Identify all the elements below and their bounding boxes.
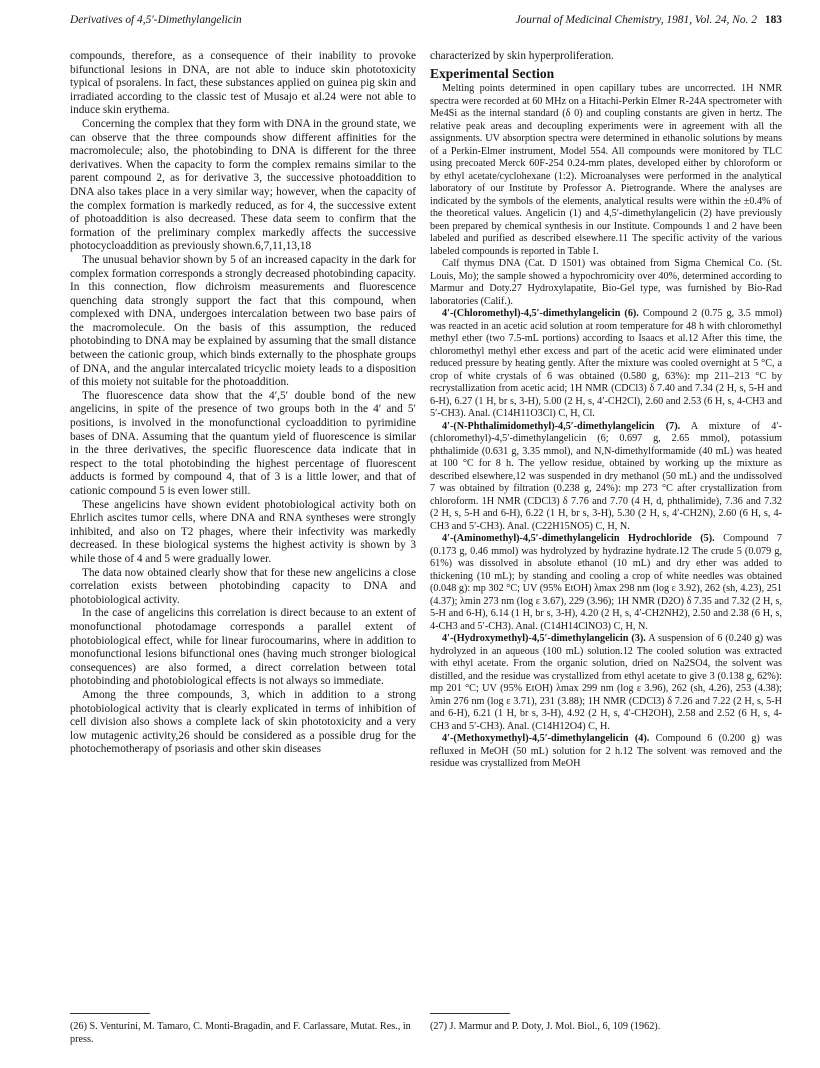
paragraph: compounds, therefore, as a consequence of their inability to provoke bifunctional lesions in DNA, are not able to induce skin phototoxicity typical of psoralens. In fact, these substances applied on guinea pig skin and irradiated according to the classic test of Musajo et al.24 were not able to induce skin erythema.	[70, 50, 416, 117]
compound-title: 4′-(Chloromethyl)-4,5′-dimethylangelicin (6).	[442, 308, 639, 320]
paragraph: Concerning the complex that they form with DNA in the ground state, we can observe that the three compounds show different affinities for the macromolecule; also, the photobinding to DNA is different for the three derivatives. When the capacity to form the complex remains similar to the parent compound 2, as for derivative 3, the successive photoaddition to DNA also takes place in a very similar way; however, when the capacity of the complex formation is markedly reduced, as for 4, the successive extent of photoaddition is also decreased. These data seem to confirm that the formation of the preliminary complex markedly affects the successive photocycloaddition as previously shown.6,7,11,13,18	[70, 117, 416, 253]
paragraph: In the case of angelicins this correlation is direct because to an extent of monofunctional photodamage corresponds a parallel extent of photobiological effect, while for linear furocoumarins, where in addition to monofunctional lesions bifunctional ones (having much stronger biological consequences) are also formed, a direct correlation between total photobinding and photobiological effects is not always so immediate.	[70, 607, 416, 688]
compound-body: Compound 6 (0.200 g) was refluxed in MeOH (50 mL) solution for 2 h.12 The solvent was removed and the residue was crystallized from MeOH	[430, 733, 782, 770]
footnote: (26) S. Venturini, M. Tamaro, C. Monti-Bragadin, and F. Carlassare, Mutat. Res., in press.	[70, 1021, 411, 1045]
running-header	[70, 8, 782, 30]
page-number: 183	[764, 14, 782, 26]
paragraph: The data now obtained clearly show that for these new angelicins a close correlation exists between photobinding capacity to DNA and photobiological activity.	[70, 566, 416, 606]
compound-entry	[430, 308, 782, 421]
compound-entry	[430, 421, 782, 534]
right-column	[430, 50, 782, 771]
compound-body: Compound 2 (0.75 g, 3.5 mmol) was reacted in an acetic acid solution at room temperature for 48 h with chloromethyl methyl ether (two 7.5-mL portions) according to Isaacs et al.12 After this time, the chloromethyl methyl ether excess and part of the acetic acid were eliminated under reduced pressure by heating gently. After the mixture was cooled overnight at 5 °C, a crop of white crystals of 6 was obtained (0.580 g, 63%): mp 211–213 °C by recrystallization from acetic acid; 1H NMR (CDCl3) δ 7.40 and 7.34 (2 H, s, 5-H and 6-H), 6.27 (1 H, br s, 3-H), 5.00 (2 H, s, 4′-CH2Cl), 2.60 and 2.53 (6 H, s, 4-CH3 and 5′-CH3). Anal. (C14H11O3Cl) C, H, Cl.	[430, 308, 782, 420]
running-title: Derivatives of 4,5′-Dimethylangelicin	[70, 14, 242, 26]
paragraph: These angelicins have shown evident photobiological activity both on Ehrlich ascites tumor cells, where DNA and RNA syntheses were strongly inhibited, and also on T2 phages, where their infectivity was markedly decreased. In these biological systems the highest activity is shown by 3 while those of 4 and 5 were gradually lower.	[70, 498, 416, 565]
section-heading: Experimental Section	[430, 65, 555, 81]
paragraph: Among the three compounds, 3, which in addition to a strong photobiological activity that is clearly explicated in terms of inhibition of cell division also shows a complete lack of skin phototoxicity and a very low mutagenic activity,26 should be considered as a possible drug for the photochemotherapy of psoriasis and other skin diseases	[70, 688, 416, 756]
left-column	[70, 50, 416, 757]
footnote-rule	[430, 1013, 510, 1014]
paragraph: Melting points determined in open capillary tubes are uncorrected. 1H NMR spectra were recorded at 60 MHz on a Hitachi-Perkin Elmer R-24A spectrometer with Me4Si as the internal standard (δ 0) and coupling constants are given in hertz. The relative peak areas and decoupling experiments were in agreement with all the assignments. UV absorption spectra were determined in ethanolic solutions by means of a Perkin-Elmer instrument, Model 554. All compounds were monitored by TLC using precoated Merck 60F-254 0.24-mm plates, developed either by chloroform or by ethyl acetate/cyclohexane (1:2). Microanalyses were performed in the analytical laboratory of our Institute by Professor A. Pietrogrande. Where the analyses are indicated by the symbols of the elements, analytical results were within the ±0.4% of the theoretical values. Angelicin (1) and 4,5′-dimethylangelicin (2) have previously been prepared by chemical synthesis in our Institute. Compounds 1 and 2 have been labeled and purified as described elsewhere.11 The specific activity of the various labeled compounds is reported in Table I.	[430, 83, 782, 257]
compound-title: 4′-(Hydroxymethyl)-4,5′-dimethylangelicin (3).	[442, 633, 646, 645]
journal-citation	[516, 14, 783, 26]
paragraph: The unusual behavior shown by 5 of an increased capacity in the dark for complex formation corresponds a strongly decreased photobinding capacity. In this connection, flow dichroism measurements and fluorescence quenching data strongly support the fact that this compound, when complexed with DNA, undergoes intercalation between two base pairs of the macromolecule. On the basis of this assumption, the reduced photobinding to DNA may be explained by assuming that the small distance between the cationic group, which binds externally to the phosphate groups of DNA, and the angular intercalated tricyclic moiety leads to a disposition of this moiety not suitable for the photoaddition.	[70, 253, 416, 389]
compound-title: 4′-(N-Phthalimidomethyl)-4,5′-dimethylangelicin (7).	[442, 420, 681, 432]
compound-entry	[430, 633, 782, 733]
compound-entry	[430, 733, 782, 771]
paragraph-continuation: characterized by skin hyperproliferation.	[430, 50, 614, 62]
paragraph: Calf thymus DNA (Cat. D 1501) was obtained from Sigma Chemical Co. (St. Louis, Mo); the sample showed a hypochromicity over 40%, determined according to Marmur and Doty.27 Hydroxylapatite, Bio-Gel type, was furnished by Bio-Rad laboratories (Calif.).	[430, 258, 782, 307]
footnote: (27) J. Marmur and P. Doty, J. Mol. Biol., 6, 109 (1962).	[430, 1021, 661, 1032]
compound-body: A suspension of 6 (0.240 g) was hydrolyzed in an aqueous (100 mL) solution.12 The cooled solution was extracted with ethyl acetate. From the organic solution, dried on Na2SO4, the solvent was distilled, and the residue was crystallized from ethyl acetate to give 3 (0.138 g, 62%): mp 201 °C; UV (95% EtOH) λmax 299 nm (log ε 3.96), 262 (sh, 4.26), 253 (4.38); λmin 276 nm (log ε 3.71), 231 (3.88); 1H NMR (CDCl3) δ 7.26 and 7.22 (2 H, s, 5-H and 6-H), 6.21 (1 H, br s, 3-H), 4.92 (2 H, s, 4′-CH2OH), 2.58 and 2.52 (6 H, s, 4-CH3 and 5′-CH3). Anal. (C14H12O4) C, H.	[430, 633, 783, 732]
paragraph: The fluorescence data show that the 4′,5′ double bond of the new angelicins, in spite of the presence of two groups both in the 4′ and 5′ positions, is involved in the monofunctional cycloaddition to pyrimidine bases of DNA. Assuming that the quantum yield of fluorescence is similar in the three derivatives, the specific fluorescence data indicate that in respect to the total photobinding the highest percentage of fluorescent adducts is formed by compound 4, that of 3 is a little lower, and that of cationic compound 5 is even lower still.	[70, 389, 416, 497]
compound-title: 4′-(Aminomethyl)-4,5′-dimethylangelicin Hydrochloride (5).	[442, 533, 715, 545]
journal-name: Journal of Medicinal Chemistry, 1981, Vol. 24, No. 2	[515, 14, 757, 26]
compound-title: 4′-(Methoxymethyl)-4,5′-dimethylangelicin (4).	[442, 733, 650, 745]
compound-body: A mixture of 4′-(chloromethyl)-4,5′-dimethylangelicin (6; 0.697 g, 2.65 mmol), potassium phthalimide (0.631 g, 3.35 mmol), and N,N-dimethylformamide (40 mL) was heated at 100 °C for 8 h. The yellow residue, obtained by working up the mixture as described elsewhere,12 was suspended in dry methanol (50 mL) and the undissolved 7 was obtained by filtration (0.238 g, 24%): mp 273 °C after crystallization from chloroform. 1H NMR (CDCl3) δ 7.76 and 7.70 (4 H, d, phthalimide), 7.36 and 7.32 (2 H, s, 5-H and 6-H), 6.22 (1 H, br s, 3-H), 5.30 (2 H, s, 4′-CH2N), 2.60 (6 H, s, 4-CH3 and 5′-CH3). Anal. (C22H15NO5) C, H, N.	[430, 420, 782, 532]
experimental-section	[430, 83, 782, 771]
footnote-rule	[70, 1013, 150, 1014]
compound-body: Compound 7 (0.173 g, 0.46 mmol) was hydrolyzed by hydrazine hydrate.12 The crude 5 (0.079 g, 61%) was dissolved in absolute ethanol (10 mL) and dry ether was added to thickening (10 mL); by standing and cooling a crop of white needles was obtained (0.048 g): mp 302 °C; UV (95% EtOH) λmax 298 nm (log ε 3.92), 262 (sh, 4.23), 251 (4.37); λmin 273 nm (log ε 3.67), 229 (3.96); 1H NMR (D2O) δ 7.35 and 7.32 (2 H, s, 5-H and 6-H), 6.14 (1 H, br s, 3-H), 4.20 (2 H, s, 4′-CH2NH2), 2.50 and 2.38 (6 H, s, 4-CH3 and 5′-CH3). Anal. (C14H14ClNO3) C, H, N.	[430, 533, 782, 632]
compound-entry	[430, 533, 782, 633]
